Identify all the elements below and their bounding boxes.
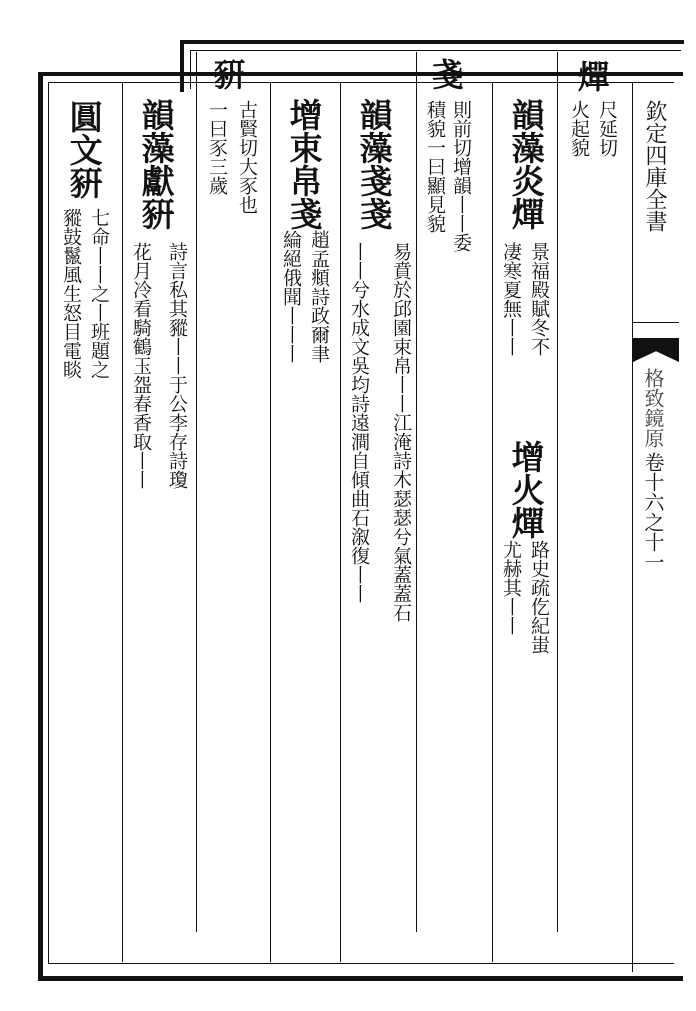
entry-reading: 尺延切 [595, 100, 618, 157]
citation-line: 丨丨兮水成文吳均詩遠澗自傾曲石溆復丨丨 [347, 242, 370, 603]
margin-separator [633, 322, 679, 323]
margin-partial-title: 格致鏡原 [641, 368, 665, 448]
citation-line: 七命丨丨之丨班題之 [87, 208, 110, 379]
section-label: 圓文豣 [64, 100, 104, 199]
margin-volume: 卷十六之十一 [641, 452, 665, 572]
section-label: 韻藻炎燀 [506, 98, 546, 230]
column-divider [122, 82, 123, 962]
citation-line: 易賁於邱園束帛丨丨江淹詩木瑟瑟兮氣蓋蓋石 [389, 242, 412, 622]
citation-line: 花月冷看騎鶴玉盌春香取丨丨 [129, 242, 152, 489]
section-label: 增火燀 [506, 440, 546, 539]
citation-line: 趙孟頫詩政爾聿 [307, 230, 330, 363]
citation-line: 尤赫其丨丨 [499, 540, 522, 635]
citation-line: 景福殿賦冬不 [527, 242, 550, 356]
column-divider [557, 52, 558, 932]
citation-line: 凄寒夏無丨丨 [499, 242, 522, 356]
margin-book-title: 欽定四庫全書 [642, 100, 667, 232]
entry-head-char: 豣 [208, 58, 247, 90]
section-label: 韻藻戔戔 [354, 98, 394, 230]
margin-border [632, 82, 633, 972]
entry-gloss: 積貌一曰顯見貌 [423, 100, 446, 233]
section-label: 韻藻獻豣 [136, 98, 176, 230]
column-divider [270, 82, 271, 962]
citation-line: 路史疏仡紀蚩 [527, 540, 550, 654]
entry-gloss: 火起貌 [567, 100, 590, 157]
entry-head-char: 戔 [426, 58, 465, 90]
entry-head-char: 燀 [572, 60, 611, 92]
citation-line: 詩言私其豵丨丨于公李存詩瓊 [165, 242, 188, 489]
entry-reading: 古賢切大豕也 [235, 100, 258, 214]
column-divider [340, 82, 341, 962]
column-divider [416, 52, 417, 932]
section-label: 增束帛戔 [284, 98, 324, 230]
column-divider [492, 82, 493, 962]
entry-reading: 則前切增韻丨丨委 [449, 100, 472, 252]
citation-line: 豵鼓鬣風生怒目電睒 [59, 208, 82, 379]
citation-line: 綸絕俄聞丨丨丨 [279, 230, 302, 363]
entry-gloss: 一曰豕三歲 [205, 100, 228, 195]
column-divider [196, 52, 197, 932]
